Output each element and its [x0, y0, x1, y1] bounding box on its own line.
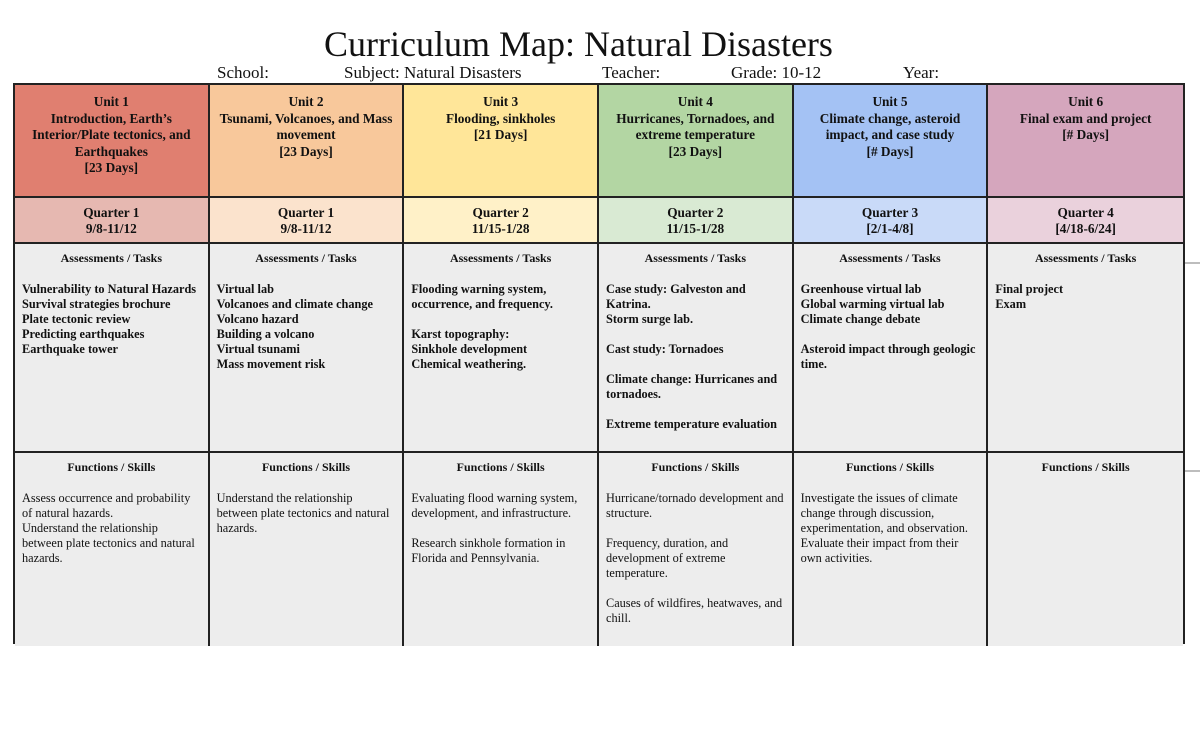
tasks-cell-5: [794, 244, 989, 453]
skills-cell-3: [404, 453, 599, 646]
skills-cell-6: [988, 453, 1183, 646]
skills-list: Assess occurrence and probability of natural hazards. Understand the relationship between plate tectonics and natural hazards.: [22, 491, 195, 565]
quarter-dates: 9/8-11/12: [280, 221, 332, 236]
skills-cell-4: [599, 453, 794, 646]
skills-heading: Functions / Skills: [456, 460, 545, 474]
tasks-heading: Assessments / Tasks: [839, 251, 941, 265]
unit-topic: Final exam and project: [1019, 110, 1152, 126]
quarter-label: Quarter 1: [277, 205, 335, 220]
quarter-cell-4: [599, 198, 794, 244]
quarter-dates: [4/18-6/24]: [1055, 221, 1116, 236]
tasks-cell-4: [599, 244, 794, 453]
unit-days: [# Days]: [866, 143, 914, 159]
tasks-list: Greenhouse virtual lab Global warming virtual lab Climate change debate Asteroid impact through geologic time.: [800, 282, 976, 371]
tasks-cell-2: [210, 244, 405, 453]
table-edge-line: [1185, 470, 1200, 472]
quarter-label: Quarter 3: [861, 205, 919, 220]
unit-topic: Flooding, sinkholes: [445, 110, 556, 126]
unit-number: Unit 3: [483, 94, 519, 109]
year-field: Year:: [903, 63, 940, 82]
unit-days: [23 Days]: [84, 160, 139, 175]
unit-days: [# Days]: [1062, 127, 1110, 142]
unit-header-6: [988, 85, 1183, 198]
quarter-cell-3: [404, 198, 599, 244]
tasks-heading: Assessments / Tasks: [449, 251, 552, 265]
skills-heading: Functions / Skills: [261, 460, 350, 474]
skills-list: Hurricane/tornado development and structure. Frequency, duration, and development of extreme temperature. Causes of wildfires, heatwaves, and chill.: [606, 491, 784, 625]
unit-header-2: [210, 85, 405, 198]
quarter-dates: [2/1-4/8]: [866, 221, 914, 236]
unit-topic: Hurricanes, Tornadoes, and extreme temperature: [616, 110, 775, 142]
unit-topic: Climate change, asteroid impact, and case study: [819, 110, 961, 142]
quarter-label: Quarter 1: [83, 205, 140, 220]
tasks-list: Virtual lab Volcanoes and climate change Volcano hazard Building a volcano Virtual tsunami Mass movement risk: [216, 282, 373, 371]
unit-header-3: [404, 85, 599, 198]
quarter-dates: 11/15-1/28: [666, 221, 725, 236]
skills-heading: Functions / Skills: [651, 460, 740, 474]
skills-cell-1: [15, 453, 210, 646]
tasks-heading: Assessments / Tasks: [60, 251, 163, 265]
subject-field: Subject: Natural Disasters: [344, 63, 522, 82]
tasks-list: Case study: Galveston and Katrina. Storm surge lab. Cast study: Tornadoes Climate change: Hurricanes and tornadoes. Extreme temperature evaluation: [606, 282, 778, 431]
skills-cell-2: [210, 453, 405, 646]
unit-number: Unit 6: [1068, 94, 1104, 109]
unit-days: [23 Days]: [279, 143, 333, 159]
skills-heading: Functions / Skills: [67, 460, 156, 474]
tasks-list: Final project Exam: [995, 282, 1064, 311]
quarter-label: Quarter 4: [1057, 205, 1114, 220]
skills-heading: Functions / Skills: [1041, 460, 1130, 474]
unit-number: Unit 5: [872, 94, 908, 109]
tasks-cell-3: [404, 244, 599, 453]
skills-list: Investigate the issues of climate change through discussion, experimentation, and observation. Evaluate their impact from their own activities.: [800, 491, 968, 565]
teacher-field: Teacher:: [602, 63, 661, 82]
quarter-cell-2: [210, 198, 405, 244]
unit-number: Unit 2: [288, 94, 324, 109]
tasks-cell-6: [988, 244, 1183, 453]
quarter-dates: 11/15-1/28: [471, 221, 530, 236]
skills-list: Evaluating flood warning system, development, and infrastructure. Research sinkhole formation in Florida and Pennsylvania.: [411, 491, 578, 565]
unit-topic: Introduction, Earth’s Interior/Plate tectonics, and Earthquakes: [32, 110, 191, 159]
unit-number: Unit 4: [677, 94, 713, 109]
quarter-cell-6: [988, 198, 1183, 244]
unit-topic: Tsunami, Volcanoes, and Mass movement: [219, 110, 393, 142]
tasks-heading: Assessments / Tasks: [255, 251, 357, 265]
quarter-label: Quarter 2: [472, 205, 529, 220]
curriculum-table: [13, 83, 1185, 644]
unit-number: Unit 1: [93, 94, 129, 109]
page-title: Curriculum Map: Natural Disasters: [324, 24, 833, 64]
table-edge-line: [1185, 262, 1200, 264]
unit-header-1: [15, 85, 210, 198]
school-field: School:: [217, 63, 269, 82]
skills-heading: Functions / Skills: [845, 460, 934, 474]
tasks-heading: Assessments / Tasks: [644, 251, 747, 265]
unit-days: [23 Days]: [668, 143, 723, 159]
skills-cell-5: [794, 453, 989, 646]
quarter-dates: 9/8-11/12: [85, 221, 137, 236]
unit-days: [21 Days]: [473, 127, 528, 142]
quarter-cell-1: [15, 198, 210, 244]
unit-header-5: [794, 85, 989, 198]
quarter-label: Quarter 2: [667, 205, 724, 220]
grade-field: Grade: 10-12: [731, 63, 822, 82]
skills-list: [988, 474, 1183, 491]
skills-list: Understand the relationship between plate tectonics and natural hazards.: [216, 491, 390, 535]
tasks-heading: Assessments / Tasks: [1034, 251, 1137, 265]
unit-header-4: [599, 85, 794, 198]
tasks-list: Flooding warning system, occurrence, and frequency. Karst topography: Sinkhole development Chemical weathering.: [411, 282, 553, 371]
quarter-cell-5: [794, 198, 989, 244]
tasks-list: Vulnerability to Natural Hazards Survival strategies brochure Plate tectonic review Predicting earthquakes Earthquake tower: [22, 282, 197, 356]
tasks-cell-1: [15, 244, 210, 453]
